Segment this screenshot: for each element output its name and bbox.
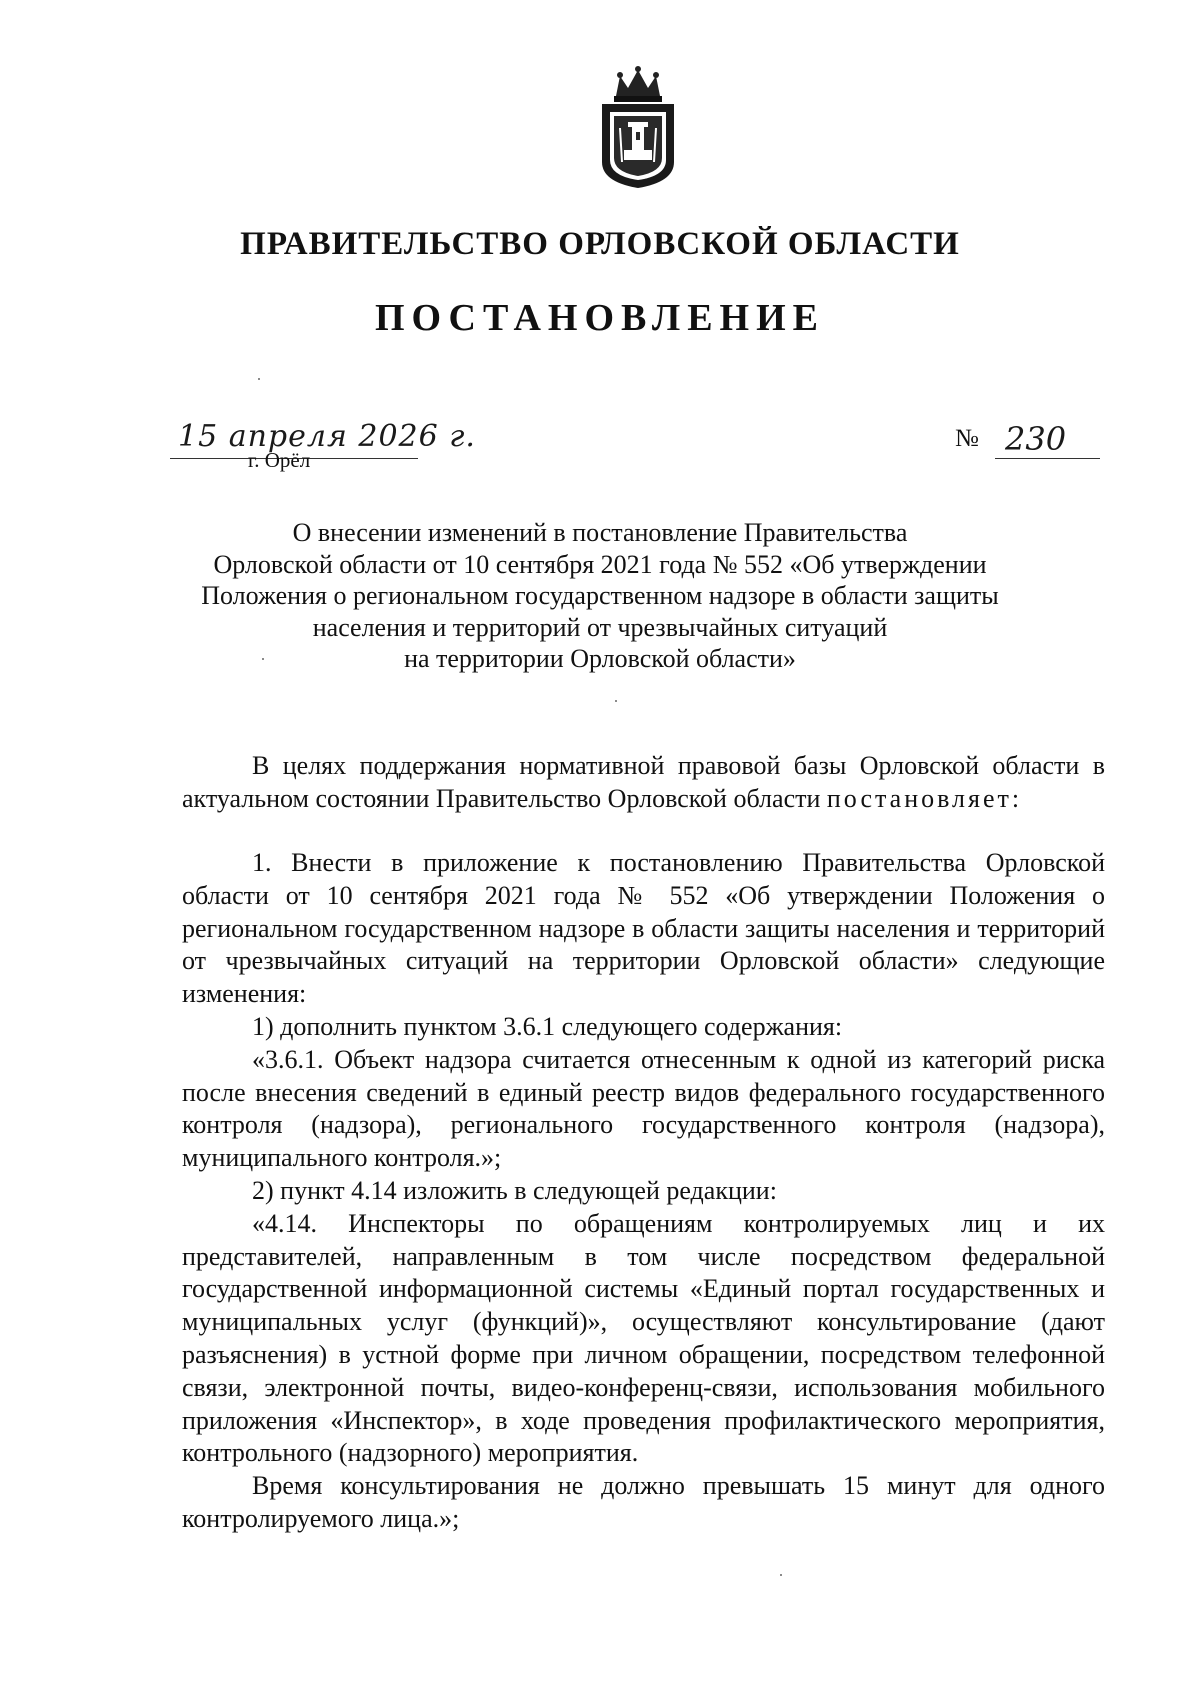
document-type-title: ПОСТАНОВЛЕНИЕ <box>374 297 826 339</box>
organization-name: ПРАВИТЕЛЬСТВО ОРЛОВСКОЙ ОБЛАСТИ <box>240 226 960 262</box>
subject-line: на территории Орловской области» <box>404 644 796 673</box>
scan-speck <box>615 700 617 702</box>
number-underline <box>995 458 1100 459</box>
body-paragraph: Время консультирования не должно превышать 15 минут для одного контролируемого лица.»; <box>182 1471 1105 1533</box>
number-label: № <box>955 425 979 452</box>
body-paragraph: 1) дополнить пунктом 3.6.1 следующего содержания: <box>252 1011 843 1041</box>
preamble-text: В целях поддержания нормативной правовой базы Орловской области в актуальном состоянии Правительство Орловской области <box>182 751 1105 813</box>
preamble <box>182 750 1105 816</box>
subject-line: Орловской области от 10 сентября 2021 года № 552 «Об утверждении <box>213 549 987 579</box>
document-body <box>182 847 1105 1536</box>
scan-speck <box>780 1574 782 1576</box>
subject-line: О внесении изменений в постановление Правительства <box>292 518 908 547</box>
handwritten-number: 230 <box>1005 420 1067 458</box>
body-paragraph: 1. Внести в приложение к постановлению Правительства Орловской области от 10 сентября 2021 года № 552 «Об утверждении Положения о региональном государственном надзоре в области защиты населения и территорий от чрезвычайных ситуаций на территории Орловской области» следующие изменения: <box>182 848 1105 1009</box>
body-paragraph: «3.6.1. Объект надзора считается отнесенным к одной из категорий риска после внесения сведений в единый реестр видов федерального государственного контроля (надзора), регионального государственного контроля (надзора), муниципального контроля.»; <box>182 1044 1105 1173</box>
handwritten-date: 15 апреля 2026 г. <box>178 419 476 454</box>
preamble-action-word: постановляет: <box>826 783 1023 813</box>
subject-line: Положения о региональном государственном надзоре в области защиты <box>201 581 999 610</box>
city-label: г. Орёл <box>248 448 311 472</box>
coat-of-arms-icon <box>594 66 682 190</box>
document-subject <box>180 517 1020 675</box>
body-paragraph: 2) пункт 4.14 изложить в следующей редакции: <box>252 1175 777 1205</box>
body-paragraph: «4.14. Инспекторы по обращениям контролируемых лиц и их представителей, направленным в том числе посредством федеральной государственной информационной системы «Единый портал государственных и муниципальных услуг (функций)», осуществляют консультирование (дают разъяснения) в устной форме при личном обращении, посредством телефонной связи, электронной почты, видео-конференц-связи, использования мобильного приложения «Инспектор», в ходе проведения профилактического мероприятия, контрольного (надзорного) мероприятия. <box>182 1208 1105 1468</box>
scan-speck <box>258 378 260 380</box>
subject-line: населения и территорий от чрезвычайных ситуаций <box>312 612 888 642</box>
scan-speck <box>262 658 264 660</box>
